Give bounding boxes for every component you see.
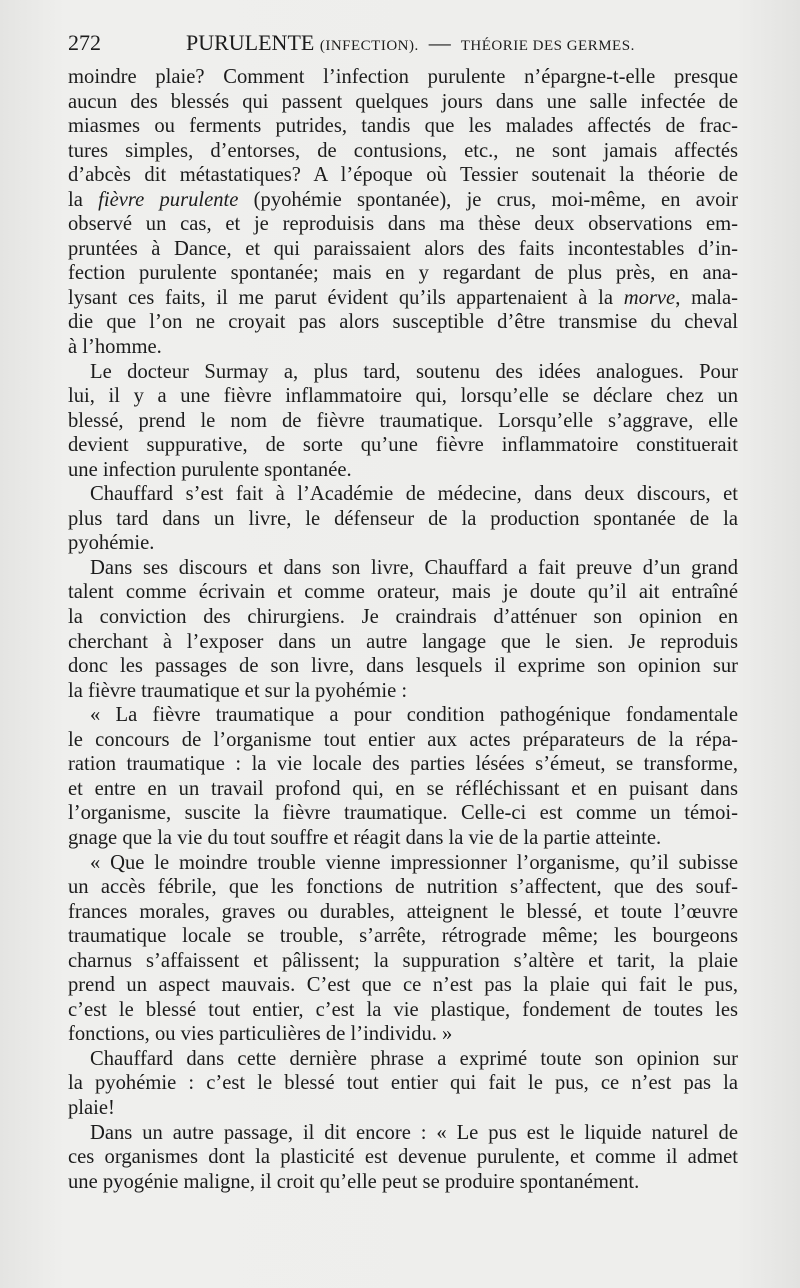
text-line: traumatique locale se trouble, s’arrête, rétrograde même; les bourgeons: [68, 925, 738, 948]
text-line: la conviction des chirurgiens. Je craindrais d’atténuer son opinion en: [68, 606, 738, 629]
text-segment: (pyohémie spontanée), je crus, moi-même, en avoir: [238, 188, 739, 211]
text-line: d’abcès dit métastatiques? A l’époque où Tessier soutenait la théorie de: [68, 164, 738, 187]
text-line: talent comme écrivain et comme orateur, mais je doute qu’il ait entraîné: [68, 581, 738, 604]
text-line: une infection purulente spontanée.: [68, 458, 352, 481]
paragraph: [68, 1121, 738, 1195]
body-text: [68, 65, 738, 1194]
text-line: Chauffard dans cette dernière phrase a exprimé toute son opinion sur: [90, 1047, 738, 1070]
text-segment: , mala-: [675, 286, 738, 309]
text-segment: la: [68, 188, 99, 211]
text-line: et entre en un travail profond qui, en se réfléchissant et en puisant dans: [68, 777, 738, 800]
text-line: Dans ses discours et dans son livre, Chauffard a fait preuve d’un grand: [90, 556, 738, 579]
text-line: charnus s’affaissent et pâlissent; la suppuration s’altère et tarit, la plaie: [68, 949, 738, 972]
text-line: blessé, prend le nom de fièvre traumatique. Lorsqu’elle s’aggrave, elle: [68, 409, 738, 432]
text-line: [68, 286, 738, 311]
text-line: « La fièvre traumatique a pour condition pathogénique fondamentale: [90, 704, 738, 727]
text-line: gnage que la vie du tout souffre et réagit dans la vie de la partie atteinte.: [68, 826, 662, 849]
running-title: [186, 30, 635, 56]
text-line: cherchant à l’exposer dans un autre langage que le sien. Je reproduis: [68, 630, 738, 653]
text-line: le concours de l’organisme tout entier aux actes préparateurs de la répa-: [68, 728, 738, 751]
text-line: plaie!: [68, 1096, 115, 1119]
text-line: [68, 188, 738, 213]
text-line: tures simples, d’entorses, de contusions, etc., ne sont jamais affectés: [68, 139, 738, 162]
text-line: ces organismes dont la plasticité est devenue purulente, et comme il admet: [68, 1146, 738, 1169]
paragraph: [68, 360, 738, 483]
text-line: moindre plaie? Comment l’infection purulente n’épargne-t-elle presque: [68, 66, 738, 88]
text-segment: lysant ces faits, il me parut évident qu’ils appartenaient à la: [68, 286, 624, 309]
title-paren: (INFECTION).: [319, 38, 419, 54]
text-line: observé un cas, et je reproduisis dans ma thèse deux observations em-: [68, 213, 738, 236]
text-line: devient suppurative, de sorte qu’une fièvre inflammatoire constituerait: [68, 434, 738, 457]
paragraph: [68, 556, 738, 703]
text-line: frances morales, graves ou durables, atteignent le blessé, et toute l’œuvre: [68, 900, 738, 923]
text-line: la pyohémie : c’est le blessé tout entier qui fait le pus, ce n’est pas la: [68, 1072, 738, 1095]
italic-term: fièvre purulente: [98, 188, 239, 211]
text-line: miasmes ou ferments putrides, tandis que les malades affectés de frac-: [68, 115, 738, 138]
text-line: lui, il y a une fièvre inflammatoire qui, lorsqu’elle se déclare chez un: [68, 385, 738, 408]
paragraph: [68, 1047, 738, 1121]
title-main: PURULENTE: [186, 30, 315, 55]
text-line: à l’homme.: [68, 336, 162, 359]
text-line: prend un aspect mauvais. C’est que ce n’est pas la plaie qui fait le pus,: [68, 974, 738, 997]
text-line: un accès fébrile, que les fonctions de nutrition s’affectent, que des souf-: [68, 876, 738, 899]
paragraph: [68, 482, 738, 556]
running-header: [68, 30, 738, 60]
text-line: Le docteur Surmay a, plus tard, soutenu des idées analogues. Pour: [90, 360, 738, 383]
italic-term: morve: [623, 286, 676, 309]
text-line: pruntées à Dance, et qui paraissaient alors des faits incontestables d’in-: [68, 237, 738, 260]
text-line: pyohémie.: [68, 532, 155, 555]
text-line: die que l’on ne croyait pas alors susceptible d’être transmise du cheval: [68, 311, 738, 334]
title-section: THÉORIE DES GERMES.: [460, 38, 635, 54]
text-line: une pyogénie maligne, il croit qu’elle peut se produire spontanément.: [68, 1170, 640, 1193]
paragraph: [68, 851, 738, 1047]
text-line: donc les passages de son livre, dans lesquels il exprime son opinion sur: [68, 655, 738, 678]
paragraph: [68, 703, 738, 850]
text-line: c’est le blessé tout entier, c’est la vie plastique, fondement de toutes les: [68, 998, 738, 1021]
text-line: aucun des blessés qui passent quelques jours dans une salle infectée de: [68, 90, 738, 113]
text-line: fonctions, ou vies particulières de l’individu. »: [68, 1023, 453, 1046]
page-number: 272: [68, 30, 101, 55]
text-line: fection purulente spontanée; mais en y regardant de plus près, en ana-: [68, 262, 738, 285]
text-line: ration traumatique : la vie locale des parties lésées s’émeut, se transforme,: [68, 753, 738, 776]
title-dash: —: [428, 30, 451, 55]
text-line: Chauffard s’est fait à l’Académie de médecine, dans deux discours, et: [90, 483, 738, 506]
text-line: « Que le moindre trouble vienne impressionner l’organisme, qu’il subisse: [90, 851, 738, 874]
paragraph: [68, 65, 738, 360]
text-line: Dans un autre passage, il dit encore : « Le pus est le liquide naturel de: [90, 1121, 738, 1144]
text-line: l’organisme, suscite la fièvre traumatique. Celle-ci est comme un témoi-: [68, 802, 738, 825]
text-line: la fièvre traumatique et sur la pyohémie :: [68, 679, 408, 702]
text-line: plus tard dans un livre, le défenseur de la production spontanée de la: [68, 507, 738, 530]
